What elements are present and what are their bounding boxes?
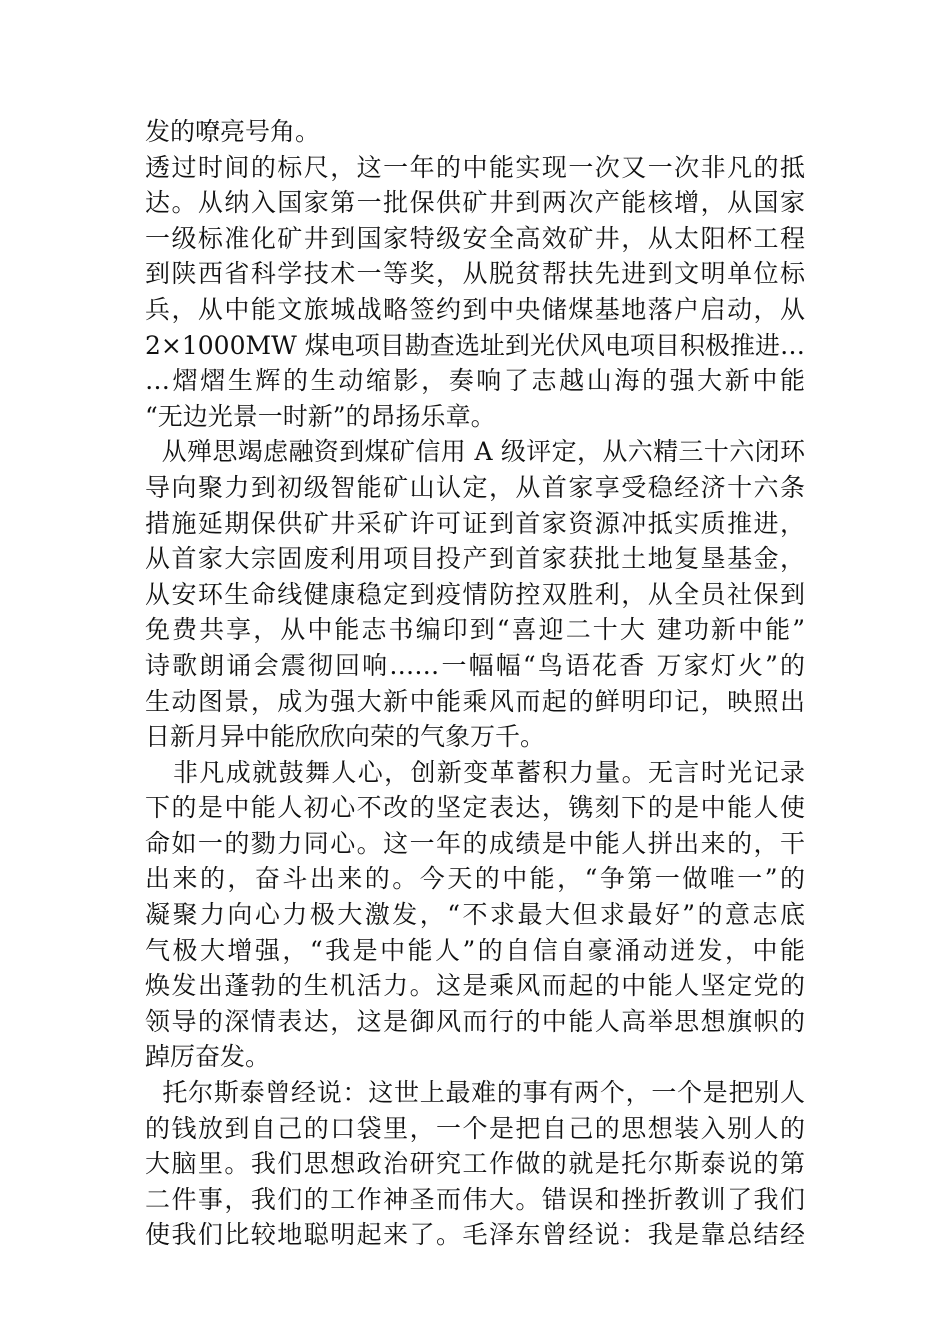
text-line: 透过时间的标尺，这一年的中能实现一次又一次非凡的抵 [145,152,805,182]
text-line: 使我们比较地聪明起来了。毛泽东曾经说：我是靠总结经 [145,1220,805,1250]
text-line: 从首家大宗固废利用项目投产到首家获批土地复垦基金， [145,544,805,574]
text-line: 一级标准化矿井到国家特级安全高效矿井，从太阳杯工程 [145,223,805,253]
text-line: 命如一的勠力同心。这一年的成绩是中能人拼出来的，干 [145,828,805,858]
text-line: 非凡成就鼓舞人心，创新变革蓄积力量。无言时光记录 [145,757,805,787]
document-body-text [145,114,805,1253]
text-line: 托尔斯泰曾经说：这世上最难的事有两个，一个是把别人 [145,1078,805,1108]
text-line: 出来的，奋斗出来的。今天的中能，“争第一做唯一”的 [145,864,805,894]
text-line: 导向聚力到初级智能矿山认定，从首家享受稳经济十六条 [145,472,805,502]
text-line: 免费共享，从中能志书编印到“喜迎二十大 建功新中能” [145,615,805,645]
text-line: 下的是中能人初心不改的坚定表达，镌刻下的是中能人使 [145,793,805,823]
text-line: 措施延期保供矿井采矿许可证到首家资源冲抵实质推进， [145,508,805,538]
text-line: 大脑里。我们思想政治研究工作做的就是托尔斯泰说的第 [145,1149,805,1179]
text-line: 发的嘹亮号角。 [145,117,321,146]
text-line: 生动图景，成为强大新中能乘风而起的鲜明印记，映照出 [145,686,805,716]
text-line: 气极大增强，“我是中能人”的自信自豪涌动迸发，中能 [145,935,805,965]
text-line: 的钱放到自己的口袋里，一个是把自己的思想装入别人的 [145,1113,805,1143]
text-line: 焕发出蓬勃的生机活力。这是乘风而起的中能人坚定党的 [145,971,805,1001]
text-line: 诗歌朗诵会震彻回响……一幅幅“鸟语花香 万家灯火”的 [145,650,805,680]
text-line: 从殚思竭虑融资到煤矿信用 A 级评定，从六精三十六闭环 [145,437,805,467]
text-line: 从安环生命线健康稳定到疫情防控双胜利，从全员社保到 [145,579,805,609]
text-line: 二件事，我们的工作神圣而伟大。错误和挫折教训了我们 [145,1184,805,1214]
text-line: 领导的深情表达，这是御风而行的中能人高举思想旗帜的 [145,1006,805,1036]
text-line: …熠熠生辉的生动缩影，奏响了志越山海的强大新中能 [145,366,805,396]
text-line: 凝聚力向心力极大激发，“不求最大但求最好”的意志底 [145,900,805,930]
text-line: 兵，从中能文旅城战略签约到中央储煤基地落户启动，从 [145,294,805,324]
text-line: “无边光景一时新”的昂扬乐章。 [145,401,496,431]
text-line: 达。从纳入国家第一批保供矿井到两次产能核增，从国家 [145,188,805,218]
text-line: 到陕西省科学技术一等奖，从脱贫帮扶先进到文明单位标 [145,259,805,289]
text-line: 2×1000MW 煤电项目勘查选址到光伏风电项目积极推进… [145,330,805,360]
text-line: 踔厉奋发。 [145,1042,271,1072]
text-line: 日新月异中能欣欣向荣的气象万千。 [145,722,546,752]
